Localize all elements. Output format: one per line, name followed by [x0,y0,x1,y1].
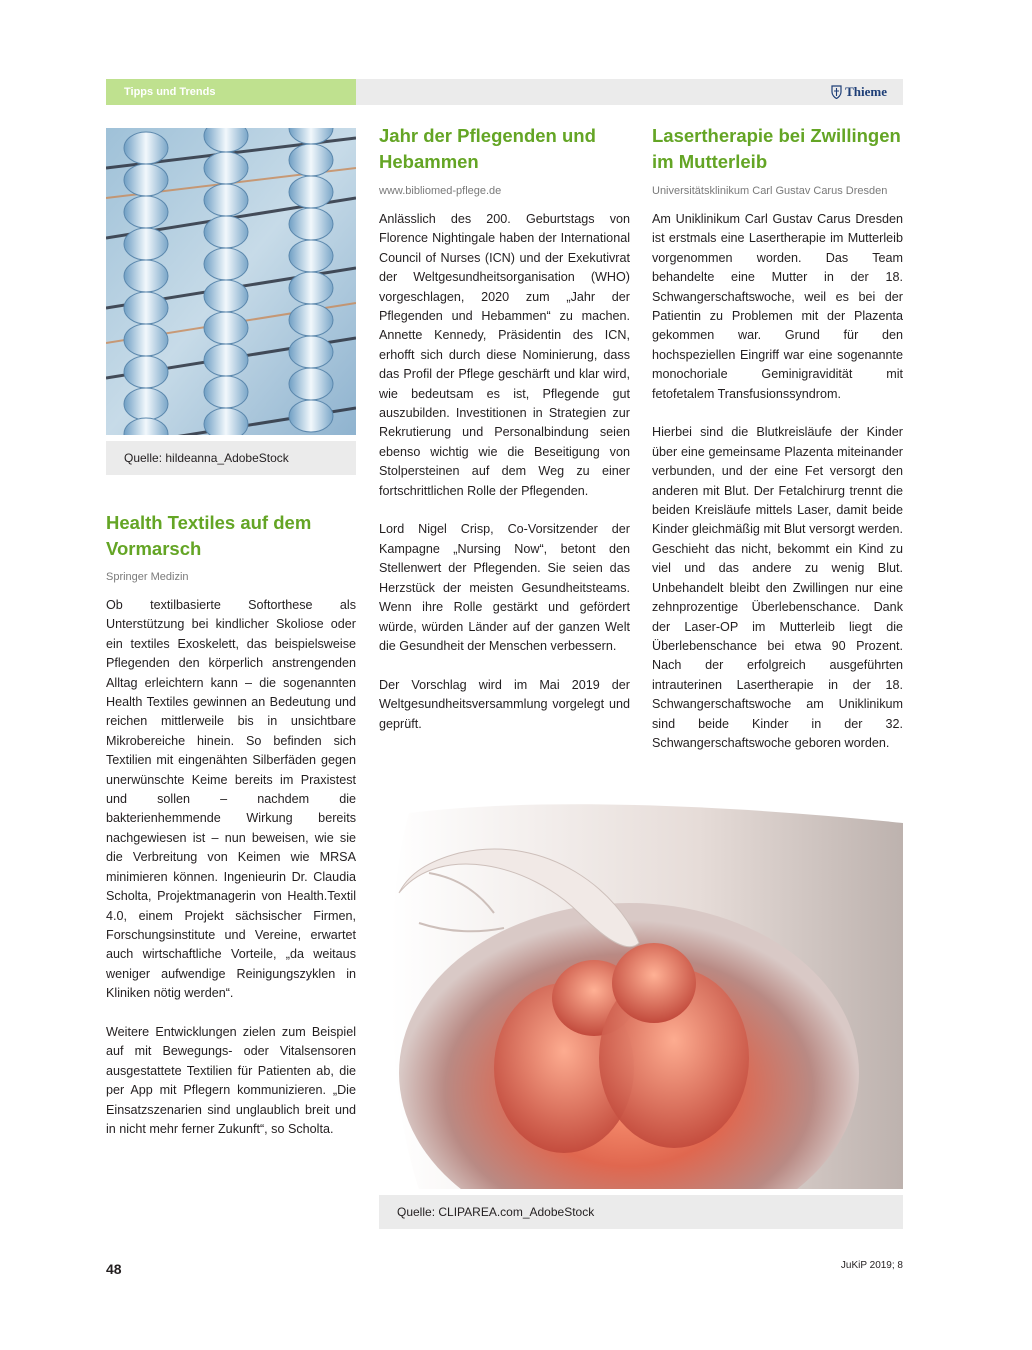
article-title-lasertherapie: Lasertherapie bei Zwillingen im Mutterleib [652,125,901,172]
article-source-pflegende: www.bibliomed-pflege.de [379,185,502,197]
article-title-pflegende: Jahr der Pflegenden und Hebammen [379,125,596,172]
article-body-lasertherapie [652,210,903,753]
twins-in-womb-photo [379,803,903,1189]
textile-photo [106,128,356,435]
twins-photo [379,803,903,1189]
section-label: Tipps und Trends [106,79,356,105]
article-body-health-textiles [106,596,356,1139]
paragraph: Weitere Entwicklungen zielen zum Beispiel auf mit Bewegungs- oder Vitalsensoren ausgestattete Textilien für Patienten ab, die per App mit Pflegern kommunizieren. „Die Einsatzszenarien sind unglaublich breit und in nicht mehr ferner Zukunft“, so Scholta. [106,1024,356,1136]
article-title-health-textiles: Health Textiles auf dem Vormarsch [106,512,312,559]
article-source-lasertherapie: Universitätsklinikum Carl Gustav Carus Dresden [652,185,888,197]
thieme-crest-icon [831,85,842,99]
textile-photo-caption: Quelle: hildeanna_AdobeStock [106,441,356,475]
paragraph: Der Vorschlag wird im Mai 2019 der Weltgesundheitsversammlung vorgelegt und geprüft. [379,677,630,731]
article-body-pflegende [379,210,630,734]
paragraph: Anlässlich des 200. Geburtstags von Florence Nightingale haben der International Council of Nurses (ICN) und der Exekutivrat der Weltgesundheitsorganisation (WHO) vorgeschlagen, 2020 zum „Jahr der Pflegenden und Hebammen“ zu machen. Annette Kennedy, Präsidentin des ICN, erhofft sich durch diese Nominierung, dass das Profil der Pflege geschärft und klar wird, wie bedeutsam es ist, Pflegende gut auszubilden. Investitionen in Strategien zur Rekrutierung und Personalbindung seien ebenso wichtig wie die Beseitigung von Stolpersteinen auf dem Weg zu einer fortschrittlichen Rolle der Pflegenden. [379,212,630,498]
publisher-logo [831,79,887,105]
article-source-health-textiles: Springer Medizin [106,571,189,583]
twins-photo-caption: Quelle: CLIPAREA.com_AdobeStock [379,1195,903,1229]
paragraph: Lord Nigel Crisp, Co-Vorsitzender der Kampagne „Nursing Now“, betont den Stellenwert der Pflegenden. Sie seien das Herzstück der meisten Gesundheitsteams. Wenn ihre Rolle gestärkt und gefördert würde, würden Länder auf der ganzen Welt die Gesundheit der Menschen verbessern. [379,522,630,653]
woven-fabric-photo [106,128,356,435]
publisher-name: Thieme [845,84,887,99]
journal-reference: JuKiP 2019; 8 [840,1260,903,1271]
section-header-bar [106,79,903,105]
paragraph: Ob textilbasierte Softorthese als Unterstützung bei kindlicher Skoliose oder ein textiles Exoskelett, das beispielsweise Pflegenden den körperlich anstrengenden Alltag erleichtern kann – die sogenannten Health Textiles gewinnen an Bedeutung und reichen mittlerweile bis in unsichtbare Mikrobereiche hinein. So befinden sich Textilien mit eingenähten Silberfäden gegen unerwünschte Keime bereits im Praxistest und sollen – nachdem die bakterienhemmende Wirkung bereits nachgewiesen ist – nun beweisen, wie sie die Verbreitung von Keimen wie MRSA minimieren können. Ingenieurin Dr. Claudia Scholta, Projektmanagerin von Health.Textil 4.0, einem Projekt sächsischer Firmen, Forschungsinstitute und Vereine, erwartet auch wirtschaftliche Vorteile, „da weitaus weniger aufwendige Reinigungszyklen in Kliniken nötig werden“. [106,598,356,1001]
page-number: 48 [106,1261,122,1277]
paragraph: Am Uniklinikum Carl Gustav Carus Dresden ist erstmals eine Lasertherapie im Mutterleib vorgenommen worden. Das Team behandelte eine Mutter in der 18. Schwangerschaftswoche, weil es bei der Patientin zu Problemen mit der Plazenta gekommen war. Grund für den hochspeziellen Eingriff war eine sogenannte monochoriale Geminigravidität mit fetofetalem Transfusionssyndrom. [652,212,903,401]
paragraph: Hierbei sind die Blutkreisläufe der Kinder über eine gemeinsame Plazenta miteinander verbunden, und der eine Fet versorgt den anderen mit Blut. Der Fetalchirurg trennt die beiden Kreisläufe mittels Laser, damit beide Kinder gleichmäßig mit Blut versorgt werden. Geschieht das nicht, bekommt ein Kind zu viel und das andere zu wenig Blut. Unbehandelt bleibt den Zwillingen nur eine zehnprozentige Überlebenschance. Dank der Laser-OP im Mutterleib liegt die Überlebenschance bei etwa 90 Prozent. Nach der erfolgreich ausgeführten intrauterinen Lasertherapie in der 18. Schwangerschaftswoche am Uniklinikum sind beide Kinder in der 32. Schwangerschaftswoche geboren worden. [652,425,903,750]
